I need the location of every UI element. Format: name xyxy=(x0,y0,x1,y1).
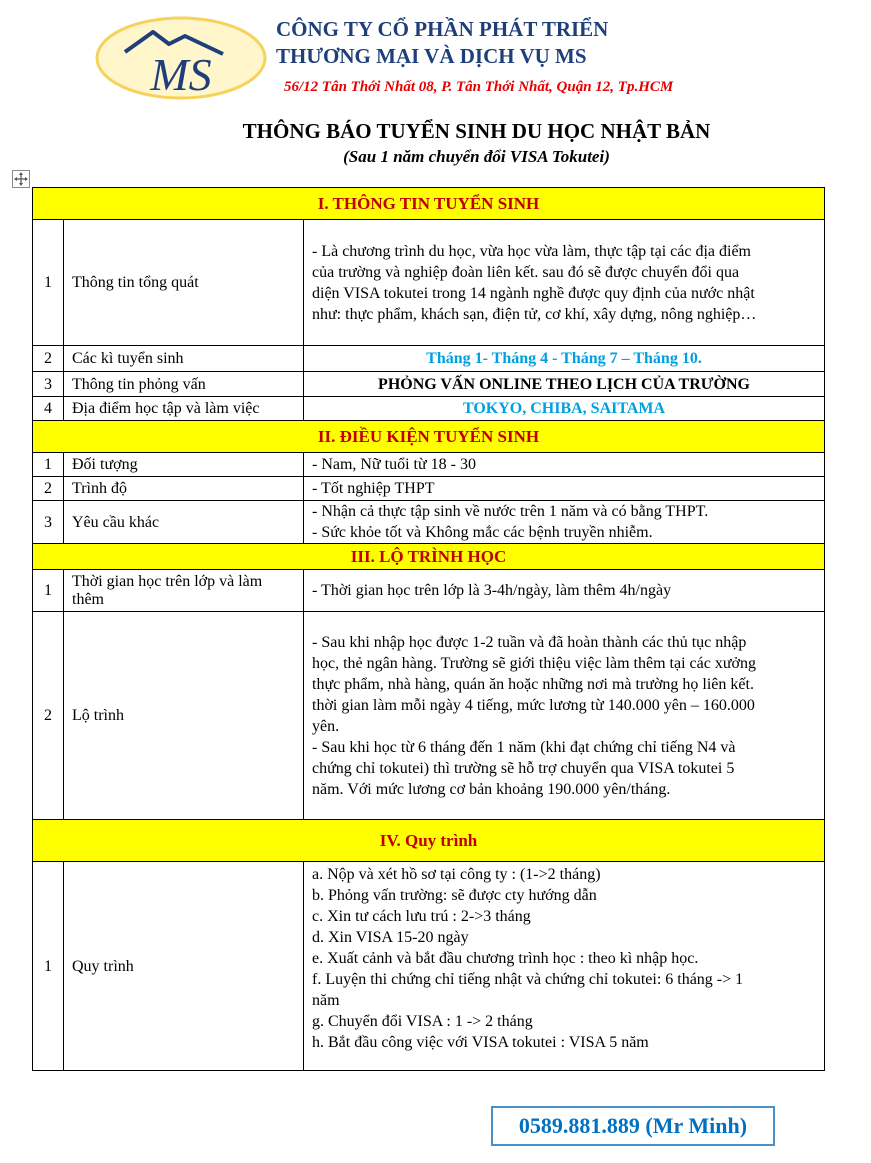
section-header xyxy=(33,820,825,862)
table-row xyxy=(33,570,825,612)
company-name-line2: THƯƠNG MẠI VÀ DỊCH VỤ MS xyxy=(276,44,587,68)
section-title: II. ĐIỀU KIỆN TUYỂN SINH xyxy=(33,421,825,453)
value-line: c. Xin tư cách lưu trú : 2->3 tháng xyxy=(312,908,531,925)
section-title: I. THÔNG TIN TUYỂN SINH xyxy=(33,188,825,220)
company-name-line1: CÔNG TY CỔ PHẦN PHÁT TRIỂN xyxy=(276,17,609,41)
row-label xyxy=(64,570,304,612)
value-line: - Là chương trình du học, vừa học vừa làm, thực tập tại các địa điểm xyxy=(312,242,751,260)
row-label: Thông tin phỏng vấn xyxy=(64,372,304,397)
row-value: PHỎNG VẤN ONLINE THEO LỊCH CỦA TRƯỜNG xyxy=(304,372,825,397)
row-number: 1 xyxy=(33,453,64,477)
value-line: thời gian làm mỗi ngày 4 tiếng, mức lương từ 140.000 yên – 160.000 xyxy=(312,696,755,714)
value-line: b. Phỏng vấn trường: sẽ được cty hướng dẫn xyxy=(312,887,597,904)
value-line: diện VISA tokutei trong 14 ngành nghề được quy định của nước nhật xyxy=(312,284,755,302)
row-label: Quy trình xyxy=(64,862,304,1071)
value-line: như: thực phẩm, khách sạn, điện tử, cơ khí, xây dựng, nông nghiệp… xyxy=(312,305,757,323)
label-line: thêm xyxy=(72,590,104,608)
row-label: Yêu cầu khác xyxy=(64,501,304,544)
row-value xyxy=(304,501,825,544)
value-line: thực phẩm, nhà hàng, quán ăn hoặc những nơi mà trường họ liên kết. xyxy=(312,675,754,693)
section-header xyxy=(33,421,825,453)
section-title: III. LỘ TRÌNH HỌC xyxy=(33,544,825,570)
row-number: 2 xyxy=(33,477,64,501)
row-label: Thông tin tổng quát xyxy=(64,220,304,346)
row-value xyxy=(304,862,825,1071)
table-move-handle[interactable] xyxy=(12,170,30,188)
value-line: e. Xuất cảnh và bắt đầu chương trình học : theo kì nhập học. xyxy=(312,950,699,967)
label-line: Thời gian học trên lớp và làm xyxy=(72,572,263,590)
row-number: 1 xyxy=(33,570,64,612)
value-line: năm. Với mức lương cơ bản khoảng 190.000 yên/tháng. xyxy=(312,780,671,798)
row-number: 2 xyxy=(33,612,64,820)
value-line: g. Chuyển đổi VISA : 1 -> 2 tháng xyxy=(312,1013,533,1030)
table-row xyxy=(33,612,825,820)
row-label: Đối tượng xyxy=(64,453,304,477)
table-row xyxy=(33,346,825,372)
page-subtitle: (Sau 1 năm chuyển đổi VISA Tokutei) xyxy=(343,147,610,166)
admission-table xyxy=(32,187,825,1071)
table-row xyxy=(33,397,825,421)
value-line: a. Nộp và xét hồ sơ tại công ty : (1->2 tháng) xyxy=(312,866,601,883)
value-line: - Sức khỏe tốt và Không mắc các bệnh truyền nhiễm. xyxy=(312,524,653,541)
value-line: h. Bắt đầu công việc với VISA tokutei : VISA 5 năm xyxy=(312,1034,649,1051)
section-header xyxy=(33,188,825,220)
value-line: của trường và nghiệp đoàn liên kết. sau đó sẽ được chuyển đổi qua xyxy=(312,263,740,281)
row-number: 1 xyxy=(33,220,64,346)
row-number: 1 xyxy=(33,862,64,1071)
company-address: 56/12 Tân Thới Nhất 08, P. Tân Thới Nhất, Quận 12, Tp.HCM xyxy=(284,79,674,95)
row-value: TOKYO, CHIBA, SAITAMA xyxy=(304,397,825,421)
value-line: năm xyxy=(312,992,340,1009)
value-line: - Nhận cả thực tập sinh về nước trên 1 năm và có bằng THPT. xyxy=(312,503,709,520)
page-title: THÔNG BÁO TUYỂN SINH DU HỌC NHẬT BẢN xyxy=(242,119,711,143)
value-line: - Sau khi học từ 6 tháng đến 1 năm (khi đạt chứng chỉ tiếng N4 và xyxy=(312,738,736,756)
table-row xyxy=(33,477,825,501)
row-value: - Nam, Nữ tuổi từ 18 - 30 xyxy=(304,453,825,477)
row-number: 4 xyxy=(33,397,64,421)
table-row xyxy=(33,220,825,346)
row-number: 3 xyxy=(33,501,64,544)
row-number: 2 xyxy=(33,346,64,372)
value-line: học, thẻ ngân hàng. Trường sẽ giới thiệu việc làm thêm tại các xưởng xyxy=(312,654,756,672)
row-value xyxy=(304,220,825,346)
row-label: Lộ trình xyxy=(64,612,304,820)
table-row xyxy=(33,453,825,477)
move-icon xyxy=(13,171,29,187)
logo-text: MS xyxy=(150,49,212,100)
section-header xyxy=(33,544,825,570)
row-label: Các kì tuyển sinh xyxy=(64,346,304,372)
row-value: Tháng 1- Tháng 4 - Tháng 7 – Tháng 10. xyxy=(304,346,825,372)
contact-phone: 0589.881.889 (Mr Minh) xyxy=(491,1106,775,1146)
company-name xyxy=(276,16,608,70)
company-logo xyxy=(95,14,267,100)
row-number: 3 xyxy=(33,372,64,397)
row-value xyxy=(304,612,825,820)
value-line: - Sau khi nhập học được 1-2 tuần và đã hoàn thành các thủ tục nhập xyxy=(312,633,747,651)
table-row xyxy=(33,372,825,397)
section-title: IV. Quy trình xyxy=(33,820,825,862)
row-value: - Tốt nghiệp THPT xyxy=(304,477,825,501)
row-label: Địa điểm học tập và làm việc xyxy=(64,397,304,421)
row-value: - Thời gian học trên lớp là 3-4h/ngày, làm thêm 4h/ngày xyxy=(304,570,825,612)
table-row xyxy=(33,862,825,1071)
value-line: f. Luyện thi chứng chỉ tiếng nhật và chứng chỉ tokutei: 6 tháng -> 1 xyxy=(312,971,744,988)
value-line: d. Xin VISA 15-20 ngày xyxy=(312,929,469,946)
value-line: yên. xyxy=(312,717,340,735)
table-row xyxy=(33,501,825,544)
row-label: Trình độ xyxy=(64,477,304,501)
value-line: chứng chỉ tokutei) thì trường sẽ hỗ trợ chuyển qua VISA tokutei 5 xyxy=(312,759,735,777)
